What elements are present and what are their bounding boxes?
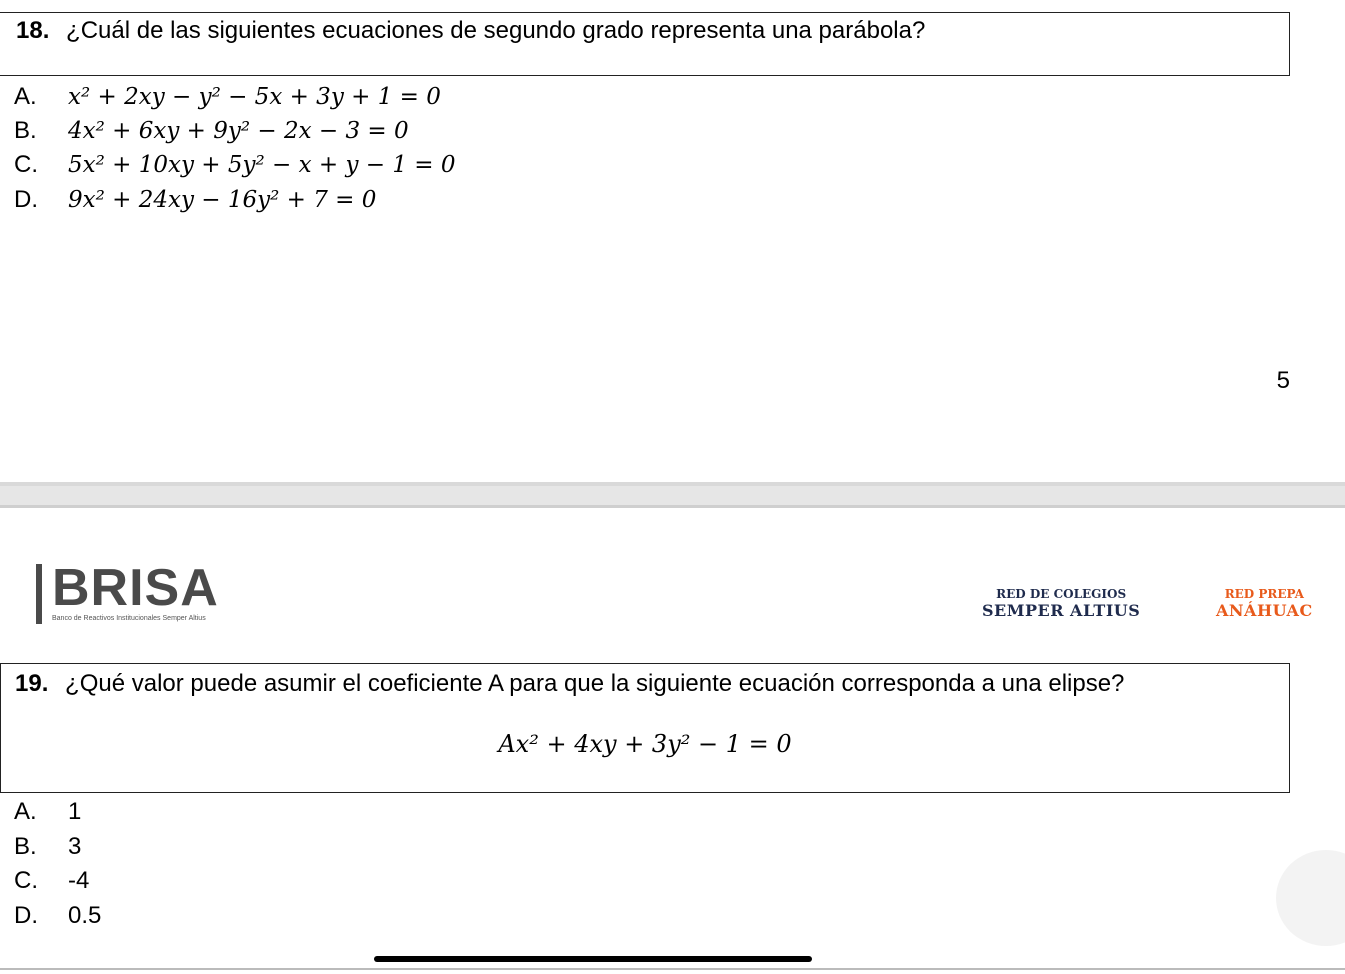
question-19-prompt: ¿Qué valor puede asumir el coeficiente A para que la siguiente ecuación corresponda a una elipse? [65,670,1125,697]
question-18-number: 18. [16,17,50,44]
question-18-box [0,12,1290,76]
option-letter: A. [14,798,37,825]
option-value: 1 [68,798,82,825]
option-letter: D. [14,902,38,929]
q18-option-b[interactable] [14,117,409,145]
red-prepa-anahuac-logo [1216,587,1313,620]
q19-option-a[interactable] [14,798,81,826]
option-value: 3 [68,833,82,860]
option-equation: 4x² + 6xy + 9y² − 2x − 3 = 0 [68,118,409,144]
q18-option-a[interactable] [14,83,441,111]
page-number: 5 [1276,367,1290,394]
brisa-logo-subtitle: Banco de Reactivos Institucionales Semper Altius [52,615,206,622]
q19-option-c[interactable] [14,867,89,895]
question-19-text [15,670,1124,698]
semper-line1: RED DE COLEGIOS [996,587,1127,601]
q18-option-c[interactable] [14,151,456,179]
option-letter: B. [14,117,37,144]
prepa-line2: ANÁHUAC [1216,601,1313,620]
question-19-equation: Ax² + 4xy + 3y² − 1 = 0 [498,730,792,758]
prepa-line1: RED PREPA [1224,587,1304,601]
option-value: -4 [68,867,90,894]
option-value: 0.5 [68,902,102,929]
q19-option-d[interactable] [14,902,101,930]
question-19-box [0,663,1290,793]
question-19-number: 19. [15,670,49,697]
page-separator [0,482,1345,508]
brisa-logo-title: BRISA [52,559,219,617]
q19-option-b[interactable] [14,833,81,861]
option-letter: C. [14,151,38,178]
semper-line2: SEMPER ALTIUS [982,601,1141,620]
option-equation: 5x² + 10xy + 5y² − x + y − 1 = 0 [68,152,456,178]
assistive-touch-button[interactable] [1276,850,1345,946]
semper-altius-logo [982,587,1140,620]
option-equation: x² + 2xy − y² − 5x + 3y + 1 = 0 [68,84,441,110]
option-equation: 9x² + 24xy − 16y² + 7 = 0 [68,187,377,213]
option-letter: D. [14,186,38,213]
brisa-logo-bar [36,564,42,624]
home-indicator[interactable] [374,956,812,962]
option-letter: A. [14,83,37,110]
next-page-edge [0,968,1345,970]
option-letter: B. [14,833,37,860]
option-letter: C. [14,867,38,894]
question-18-text [16,17,925,45]
q18-option-d[interactable] [14,186,376,214]
question-18-prompt: ¿Cuál de las siguientes ecuaciones de segundo grado representa una parábola? [66,17,926,44]
